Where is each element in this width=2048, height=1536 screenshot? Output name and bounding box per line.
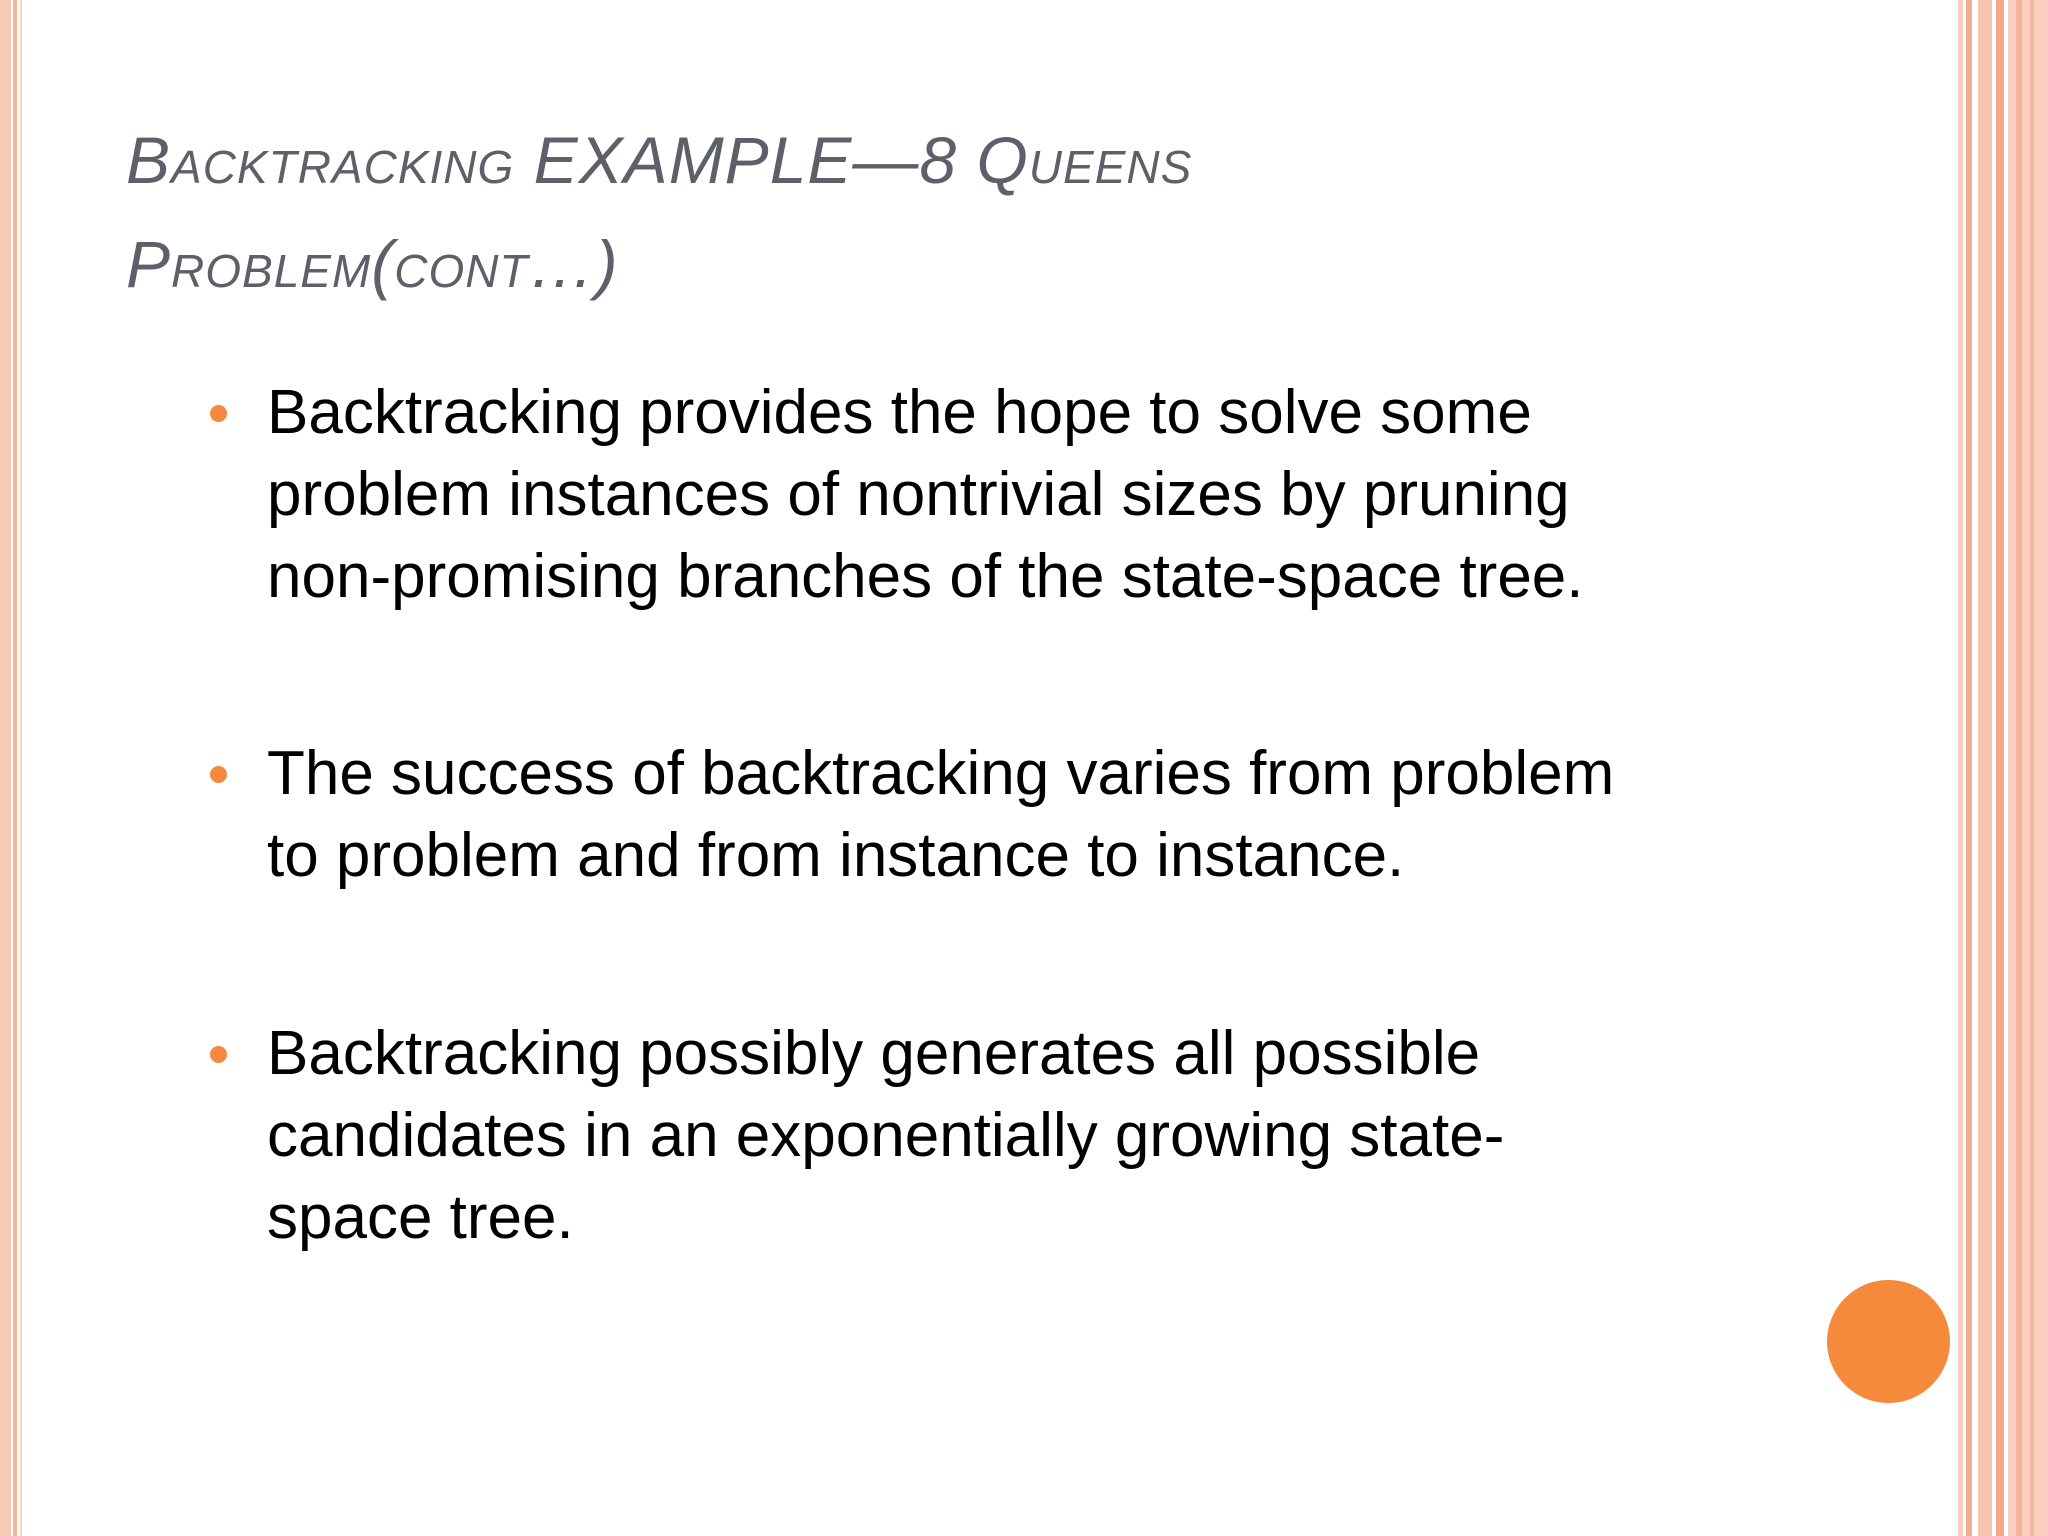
bullet-line: candidates in an exponentially growing state- [267,1101,1505,1170]
bullet-line: to problem and from instance to instance. [267,821,1405,890]
bullet-dot-icon [210,1046,227,1063]
bullet-line: The success of backtracking varies from problem [267,739,1615,808]
bullet-line: Backtracking provides the hope to solve some [267,378,1532,447]
slide-title-line: Backtracking EXAMPLE—8 Queens [126,123,1193,197]
bullet-text [267,372,1817,618]
bullet-text [267,1013,1817,1259]
bullet-line: Backtracking possibly generates all possible [267,1019,1481,1088]
bullet-text [267,733,1817,897]
decorative-circle-icon [1827,1280,1950,1403]
bullet-line: space tree. [267,1183,574,1252]
bullet-dot-icon [210,405,227,422]
bullet-dot-icon [210,766,227,783]
slide-title-line: Problem(cont…) [126,227,619,301]
bullet-line: problem instances of nontrivial sizes by pruning [267,460,1570,529]
bullet-line: non-promising branches of the state-space tree. [267,542,1584,611]
